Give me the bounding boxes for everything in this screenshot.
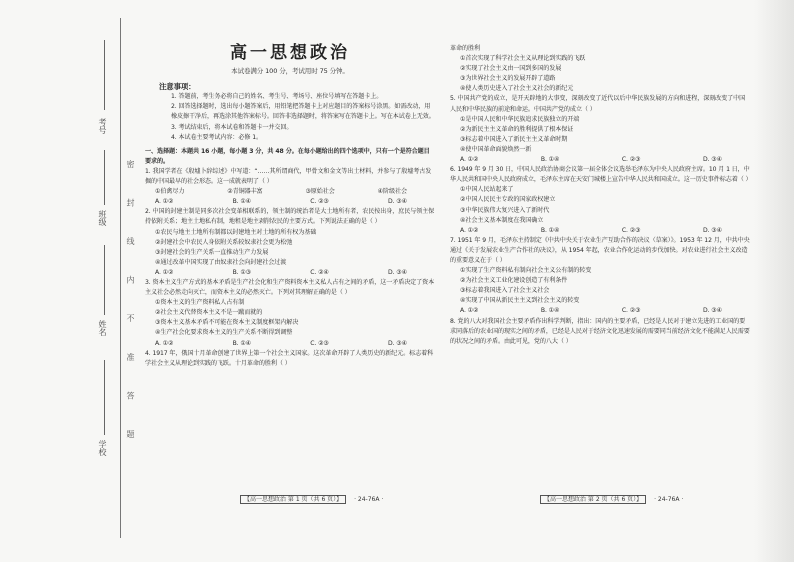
q2-choices: [145, 268, 435, 278]
q2-choice-b: B. ①③: [232, 268, 252, 276]
question-2: 2. 中国的封建主制是同多次社会变革相联系的，领主制的统治者是大土地所有者，农民按出身，庶民与领主保持依附关系；地主土地私有制，地租是地主剥削农民的主要方式。下列说法正确的是（ ）: [145, 208, 435, 226]
right-column: [450, 44, 750, 347]
q7-choice-b: B. ①④: [540, 307, 560, 315]
q3-choice-c: C. ②③: [310, 339, 329, 347]
q3-choice-a: A. ①②: [155, 339, 174, 347]
q1-choice-c: C. ②③: [310, 198, 329, 206]
note-item: 2. 回答选择题时，选出每小题答案后，用铅笔把答题卡上对应题目的答案标号涂黑。如需改动，用橡皮擦干净后，再选涂其他答案标号。回答非选择题时，将答案写在答题卡上。写在本试卷上无效。: [171, 103, 435, 121]
binding-margin: [0, 0, 120, 562]
q7-option: ④实现了中国从新民主主义到社会主义的转变: [460, 297, 580, 305]
q2-option: ①农民与地主土地所有制都以封建地主对土地的所有权为基础: [155, 228, 317, 236]
question-3: 3. 资本主义生产方式的基本矛盾是生产社会化和生产资料资本主义私人占有之间的矛盾，这一矛盾决定了资本主义社会必然走向灭亡，而资本主义的必然灭亡。下列对其理解正确的是（ ）: [145, 278, 435, 297]
q3-option: ①资本主义的生产资料私人占有制: [155, 299, 245, 307]
q6-choices: [450, 226, 750, 236]
question-7: 7. 1951 年 9 月，毛泽东主持制定《中共中央关于农业生产互助合作的决议（草案）》。1953 年 12 月，中共中央通过《关于发展农业生产合作社的决议》，从 1954 年起，农业合作化运动的步伐加快。对农业进行社会主义改造的重要意义在于（ ）: [450, 236, 750, 264]
school-line: [104, 360, 105, 435]
q5-choice-a: A. ①②: [460, 156, 479, 164]
page-edge-shadow: [754, 0, 794, 562]
q4-option: ①首次实现了科学社会主义从理论到实践的飞跃: [460, 55, 586, 63]
left-footer-text: 【高一思想政治 第 1 页（共 6 页）】: [240, 495, 346, 504]
seal-text: 密 封 线 内 不 准 答 题: [126, 160, 135, 452]
q2-choice-a: A. ①②: [155, 268, 174, 276]
q2-option: ④通过改革中国实现了由奴隶社会向封建社会过渡: [155, 258, 287, 266]
q3-option: ②社会主义代替资本主义不是一蹴而就的: [155, 309, 263, 317]
q3-option: ④生产社会化要求资本主义的生产关系不断得到调整: [155, 329, 293, 337]
q4-continuation: 革命的胜利: [450, 45, 480, 52]
q1-choice-d: D. ③④: [387, 198, 407, 206]
q6-option: ①中国人民站起来了: [460, 186, 514, 194]
q3-choice-d: D. ③④: [387, 339, 407, 347]
q3-choice-b: B. ①④: [232, 339, 252, 347]
question-6: 6. 1949 年 9 月 30 日，中国人民政治协商会议第一届全体会议选举毛泽东为中央人民政府主席。10 月 1 日，中华人民共和国中央人民政府成立，毛泽东主席在天安门城楼上宣告中华人民共和国成立。这一历史事件标志着（ ）: [450, 166, 752, 184]
q7-option: ②为社会主义工业化建设创造了有利条件: [460, 277, 568, 285]
q1-choice-a: A. ①②: [155, 198, 174, 206]
label-exam-number: 考号: [98, 118, 107, 134]
q4-option: ③为世界社会主义的发展开辟了道路: [460, 75, 556, 83]
seal-line: [120, 18, 121, 538]
note-item: 3. 考试结束后，将本试卷和答题卡一并交回。: [171, 123, 293, 131]
q6-choice-c: C. ②③: [621, 226, 641, 234]
q6-option: ④社会主义基本制度在我国确立: [460, 216, 544, 224]
q5-option: ④使中国革命面貌焕然一新: [460, 145, 532, 153]
exam-number-line: [104, 40, 105, 110]
left-column: [145, 18, 435, 369]
exam-info: 本试卷满分 100 分，考试用时 75 分钟。: [231, 67, 349, 76]
q5-choice-b: B. ①④: [540, 156, 560, 164]
right-footer-text: 【高一思想政治 第 2 页（共 6 页）】: [540, 495, 646, 504]
left-footer-code: · 24-76A ·: [354, 496, 384, 503]
q7-option: ①实现了生产资料私有制向社会主义公有制的转变: [460, 267, 592, 275]
q1-options: [145, 187, 435, 197]
note-item: 1. 答题前，考生务必将自己的姓名、考生号、考场号、座位号填写在答题卡上。: [171, 93, 383, 101]
q5-option: ②为新民主主义革命的胜利提供了根本保证: [460, 125, 574, 133]
q1-option: ②青铜器丰富: [227, 188, 263, 196]
q6-option: ③中华民族伟大复兴进入了新时代: [460, 206, 550, 214]
q5-option: ①是中国人民和中华民族追求民族独立的开端: [460, 115, 580, 123]
q1-choices: [145, 197, 435, 207]
question-1: 1. 我国学者在《殷墟卜辞综述》中写道：“……其所谓商代，甲骨文和金文等出土材料，并参与了殷墟考古发掘的中国最早的社会形态。这一成就表明了（ ）: [145, 167, 432, 186]
q4-option: ②实现了社会主义由一国到多国的发展: [460, 65, 562, 73]
q1-option: ①伯禽尽力: [155, 188, 185, 196]
q2-option: ③封建社会的生产关系一直推动生产力发展: [155, 248, 269, 256]
label-name: 姓名: [98, 320, 107, 336]
q3-option: ③资本主义基本矛盾不可能在资本主义制度框架内解决: [155, 319, 299, 327]
q2-choice-c: C. ②④: [310, 268, 329, 276]
right-footer: [540, 494, 683, 503]
q6-choice-b: B. ①④: [540, 226, 560, 234]
q6-choice-d: D. ③④: [702, 226, 722, 234]
note-item: 4. 本试卷主要考试内容：必修 1。: [171, 133, 262, 141]
notes-heading: 注意事项：: [159, 82, 196, 92]
q7-choices: [450, 306, 750, 316]
question-5: 5. 中国共产党的成立，是开天辟地的大事变，深刻改变了近代以后中华民族发展的方向和进程，深刻改变了中国人民和中华民族的前途和命运。中国共产党的成立（ ）: [450, 95, 746, 113]
left-footer: [240, 494, 383, 503]
page-title: 高一思想政治: [230, 43, 350, 63]
q3-choices: [145, 339, 435, 349]
right-footer-code: · 24-76A ·: [654, 496, 684, 503]
q7-choice-c: C. ②③: [621, 307, 641, 315]
label-class: 班级: [98, 210, 107, 226]
class-line: [104, 150, 105, 205]
q1-option: ③原始社会: [305, 188, 335, 196]
q7-choice-a: A. ①②: [460, 307, 479, 315]
q7-choice-d: D. ③④: [702, 307, 722, 315]
q5-choices: [450, 155, 750, 165]
q1-choice-b: B. ①④: [232, 198, 252, 206]
q4-option: ④使人类历史进入了社会主义社会的新纪元: [460, 85, 574, 93]
q5-choice-c: C. ②③: [621, 156, 641, 164]
section-heading: 一、选择题：本题共 16 小题，每小题 3 分，共 48 分。在每小题给出的四个选项中，只有一个是符合题目要求的。: [145, 147, 430, 165]
q7-option: ③标志着我国进入了社会主义社会: [460, 287, 550, 295]
q1-option: ④阶级社会: [377, 188, 407, 196]
q5-choice-d: D. ③④: [702, 156, 722, 164]
q6-choice-a: A. ①②: [460, 226, 479, 234]
q6-option: ②中国人民民主专政的国家政权建立: [460, 196, 556, 204]
q5-option: ③标志着中国进入了新民主主义革命时期: [460, 135, 568, 143]
q2-option: ②封建社会中农民人身依附关系较奴隶社会更为松弛: [155, 238, 293, 246]
q2-choice-d: D. ③④: [387, 268, 407, 276]
name-line: [104, 245, 105, 315]
question-4: 4. 1917 年，俄国十月革命创建了世界上第一个社会主义国家。这次革命开辟了人类历史的新纪元。标志着科学社会主义从理论到实践的飞跃。十月革命的胜利（ ）: [145, 349, 434, 367]
question-8: 8. 党的八大对我国社会主要矛盾作出科学判断，指出：国内的主要矛盾，已经是人民对于建立先进的工业国的要求同落后的农业国的现实之间的矛盾，已经是人民对于经济文化迅速发展的需要同当前经济文化不能满足人民需要的状况之间的矛盾。由此可见，党的八大（ ）: [450, 317, 750, 345]
label-school: 学校: [98, 440, 107, 456]
